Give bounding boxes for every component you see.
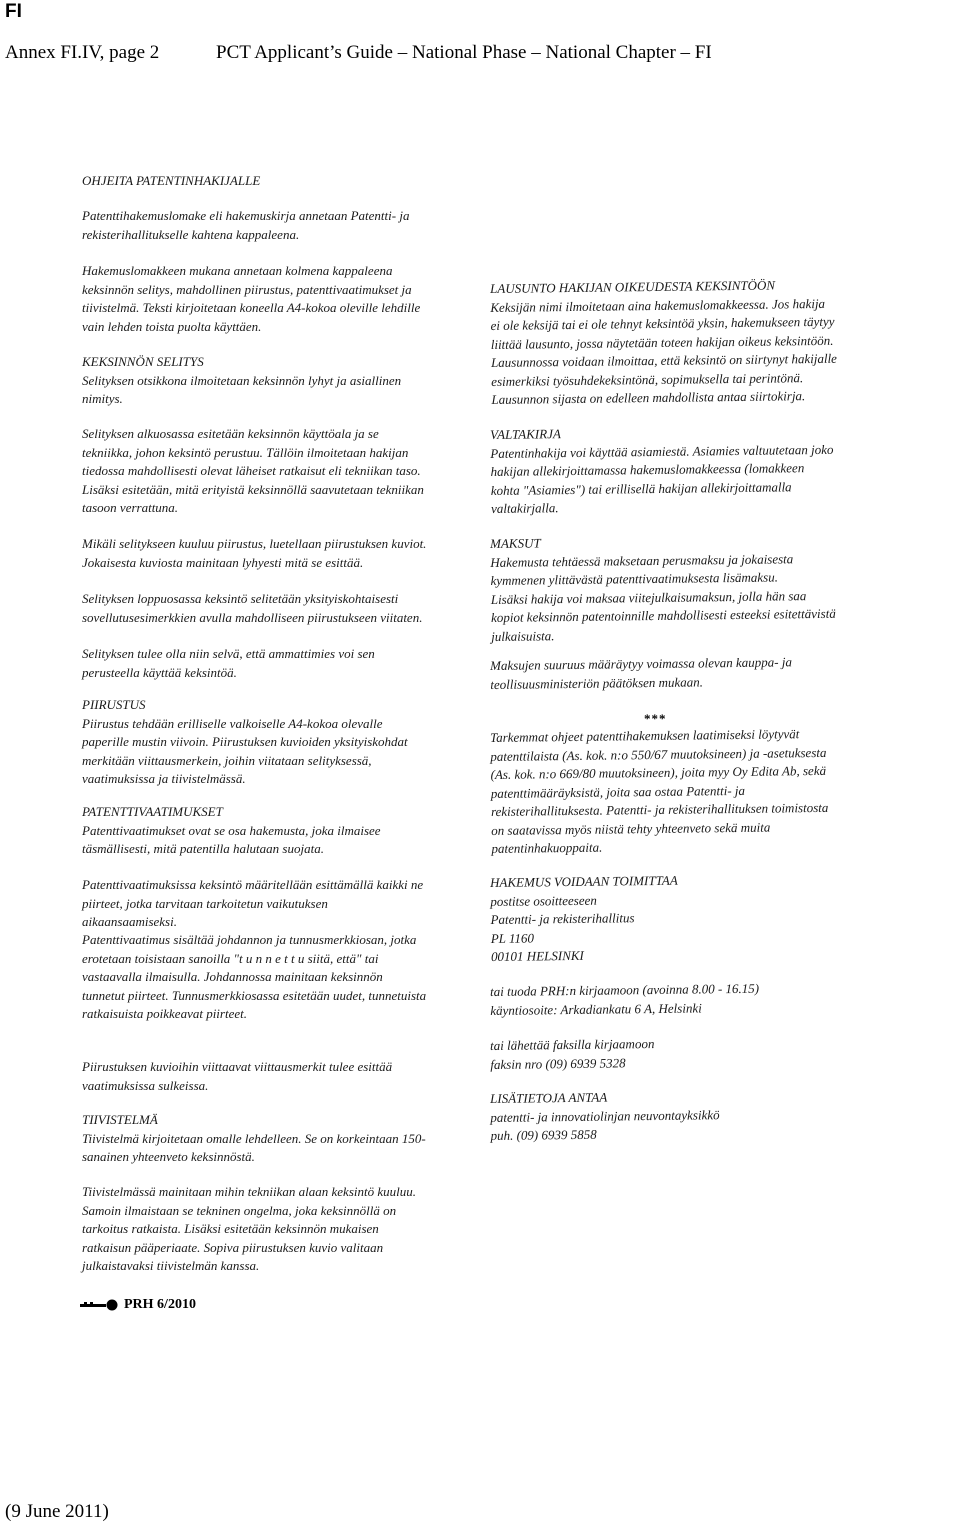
text-line: Tiivistelmä kirjoitetaan omalle lehdelleen. Se on korkeintaan 150-	[82, 1130, 426, 1146]
text-line: kopiot keksinnön patentoinnille mahdollisesti esteeksi esitettävistä	[490, 605, 836, 625]
text-line: TIIVISTELMÄ	[82, 1112, 158, 1127]
text-line: tai tuoda PRH:n kirjaamoon (avoinna 8.00 - 16.15)	[490, 980, 760, 999]
text-line: tiedossa mahdollisesti olevat läheiset ratkaisut eli tekniikan taso.	[82, 463, 421, 478]
text-line: valtakirjalla.	[490, 500, 559, 516]
form-code: PRH 6/2010	[124, 1297, 196, 1312]
separator-stars: ***	[644, 711, 667, 726]
text-line: sanainen yhteenveto keksinnöstä.	[82, 1149, 255, 1164]
text-line: Tarkemmat ohjeet patenttihakemuksen laatimiseksi löytyvät	[490, 726, 800, 745]
text-line: OHJEITA PATENTINHAKIJALLE	[82, 173, 261, 188]
text-line: erotetaan toisistaan sanoilla "t u n n e t t u siitä, että" tai	[82, 950, 379, 966]
paragraph	[82, 931, 426, 1024]
text-line: täsmällisesti, mitä patentilla halutaan suojata.	[82, 841, 324, 856]
text-line: Mikäli selitykseen kuuluu piirustus, luetellaan piirustuksen kuviot.	[82, 536, 427, 551]
paragraph	[490, 872, 679, 967]
text-line: LISÄTIETOJA ANTAA	[490, 1089, 608, 1106]
text-line: julkaistavaksi tiivistelmän kanssa.	[82, 1258, 260, 1273]
text-line: keksinnön selitys, mahdollinen piirustus, patenttivaatimukset ja	[82, 281, 412, 297]
text-line: faksin nro (09) 6939 5328	[490, 1054, 626, 1072]
paragraph	[82, 1111, 426, 1167]
text-line: perusteella käyttää keksintöä.	[82, 664, 237, 680]
text-line: PIIRUSTUS	[82, 697, 146, 712]
paragraph	[82, 425, 424, 518]
paragraph	[82, 645, 375, 682]
text-line: vastaavalla ilmaisulla. Johdannossa mainitaan keksinnön	[82, 969, 383, 984]
text-line: Lisäksi hakija voi maksaa viitejulkaisumaksun, jolla hän saa	[490, 587, 807, 607]
paragraph	[490, 1035, 655, 1074]
text-line: patentti- ja innovatiolinjan neuvontayksikkö	[490, 1106, 720, 1125]
text-line: postitse osoitteeseen	[490, 892, 597, 909]
text-line: Keksijän nimi ilmoitetaan aina hakemuslomakkeessa. Jos hakija	[490, 295, 826, 315]
text-line: Piirustus tehdään erilliselle valkoiselle A4-kokoa olevalle	[82, 715, 383, 731]
text-line: KEKSINNÖN SELITYS	[82, 354, 204, 369]
text-line: Patenttihakemuslomake eli hakemuskirja annetaan Patentti- ja	[82, 208, 410, 223]
text-line: tunnetut piirteet. Tunnusmerkkiosassa esitetään uudet, tunnetuista	[82, 987, 427, 1003]
text-line: liittää lausunto, jossa näytetään toteen hakijan oikeus keksintöön.	[490, 332, 834, 352]
text-line: Lausunnon sijasta on edelleen mahdollista antaa siirtokirja.	[491, 388, 806, 407]
text-line: piirteet, jotka tarvitaan tarkoitetun vaikutuksen	[82, 895, 328, 911]
country-code: FI	[5, 1, 22, 22]
text-line: Piirustuksen kuvioihin viittaavat viittausmerkit tulee esittää	[82, 1059, 393, 1074]
paragraph	[490, 725, 829, 859]
text-line: vaatimuksissa ja tiivistelmässä.	[82, 771, 246, 786]
text-line: vaatimuksissa sulkeissa.	[82, 1077, 209, 1093]
text-line: (As. kok. n:o 669/80 muutoksineen), joita myy Oy Edita Ab, sekä	[490, 762, 827, 782]
paragraph	[490, 422, 834, 519]
text-line: ratkaisuista poikkeavat piirteet.	[82, 1006, 247, 1021]
text-line: Selityksen otsikkona ilmoitetaan keksinnön lyhyt ja asiallinen	[82, 372, 402, 388]
paragraph	[490, 980, 759, 1020]
paragraph	[82, 172, 260, 191]
paragraph	[82, 1183, 416, 1276]
text-line: tarkoitus ratkaista. Lisäksi esitetään keksinnön mukaisen	[82, 1221, 379, 1236]
paragraph	[82, 590, 422, 627]
text-line: rekisterihallitukselle kahtena kappaleena.	[82, 226, 300, 242]
text-line: HAKEMUS VOIDAAN TOIMITTAA	[490, 872, 678, 890]
text-line: ratkaisun pääperiaate. Sopiva piirustuksen kuvio valitaan	[82, 1239, 384, 1255]
text-line: esimerkiksi työsuhdekeksintönä, sopimuksella tai perintönä.	[491, 369, 804, 389]
text-line: vain lehden toista puolta käyttäen.	[82, 318, 262, 334]
text-line: Samoin ilmaistaan se tekninen ongelma, joka keksinnöllä on	[82, 1202, 397, 1218]
text-line: Maksujen suuruus määräytyy voimassa olevan kauppa- ja	[490, 654, 793, 673]
text-line: Lausunnossa voidaan ilmoittaa, että keksintö on siirtynyt hakijalle	[490, 350, 837, 370]
text-line: Jokaisesta kuviosta mainitaan lyhyesti mitä se esittää.	[82, 554, 364, 570]
text-line: julkaisuista.	[491, 627, 555, 644]
guide-title: PCT Applicant’s Guide – National Phase – National Chapter – FI	[216, 42, 712, 63]
text-line: tasoon verrattuna.	[82, 500, 179, 515]
footer-date: (9 June 2011)	[5, 1501, 109, 1522]
text-line: käyntiosoite: Arkadiankatu 6 A, Helsinki	[490, 999, 702, 1018]
paragraph	[82, 535, 426, 572]
text-line: Patenttivaatimus sisältää johdannon ja tunnusmerkkiosan, jotka	[82, 932, 417, 947]
text-line: Patentti- ja rekisterihallitus	[490, 910, 635, 927]
text-line: merkitään viittausmerkein, joihin viitataan selityksessä,	[82, 752, 372, 768]
text-line: kymmenen ylittävästä patenttivaatimuksesta lisämaksu.	[490, 569, 779, 588]
paragraph	[490, 1087, 720, 1145]
text-line: Selityksen loppuosassa keksintö selitetään yksityiskohtaisesti	[82, 591, 399, 606]
text-line: rekisterihallituksesta. Patentti- ja rekisterihallituksen toimistosta	[490, 799, 829, 819]
text-line: aikaansaamiseksi.	[82, 914, 177, 929]
text-line: LAUSUNTO HAKIJAN OIKEUDESTA KEKSINTÖÖN	[490, 277, 776, 296]
paragraph	[82, 1058, 392, 1095]
text-line: PATENTTIVAATIMUKSET	[82, 804, 223, 819]
paragraph	[82, 207, 409, 244]
text-line: Selityksen tulee olla niin selvä, että ammattimies voi sen	[82, 646, 375, 661]
text-line: Hakemuslomakkeen mukana annetaan kolmena kappaleena	[82, 263, 393, 278]
text-line: Patenttivaatimukset ovat se osa hakemusta, joka ilmaisee	[82, 822, 381, 838]
text-line: VALTAKIRJA	[490, 426, 561, 442]
paragraph	[490, 531, 836, 646]
text-line: on saatavissa myös niistä tehty yhteenveto sekä muita	[491, 819, 771, 838]
paragraph	[82, 803, 381, 859]
text-line: patenttilaista (As. kok. n:o 550/67 muutoksineen) ja -asetuksesta	[490, 744, 827, 764]
text-line: Selityksen alkuosassa esitetään keksinnön käyttöala ja se	[82, 426, 379, 441]
text-line: Patenttivaatimuksissa keksintö määritellään esittämällä kaikki ne	[82, 877, 424, 892]
text-line: sovellutusesimerkkien avulla mahdolliseen piirustukseen viitaten.	[82, 609, 423, 625]
text-line: 00101 HELSINKI	[490, 947, 584, 964]
text-line: patenttimääräyksistä, joita saa ostaa Patentti- ja	[490, 782, 746, 801]
text-line: MAKSUT	[490, 535, 541, 551]
form-code-block	[80, 1296, 196, 1314]
text-line: tai lähettää faksilla kirjaamoon	[490, 1035, 655, 1053]
prh-key-logo-icon	[80, 1299, 120, 1311]
paragraph	[82, 262, 420, 336]
paragraph	[490, 276, 837, 410]
text-line: puh. (09) 6939 5858	[490, 1126, 597, 1143]
text-line: patentinhakuoppaita.	[491, 839, 603, 856]
annex-page-label: Annex FI.IV, page 2	[5, 42, 160, 63]
text-line: kohta "Asiamies") tai erillisellä hakijan allekirjoittamalla	[490, 478, 792, 498]
text-line: Lisäksi esitetään, mitä erityistä keksinnöllä saavutetaan tekniikan	[82, 481, 424, 497]
text-line: paperille mustin viivoin. Piirustuksen kuvioiden yksityiskohdat	[82, 734, 408, 749]
text-line: PL 1160	[490, 929, 535, 946]
text-line: teollisuusministeriön päätöksen mukaan.	[490, 673, 704, 692]
text-line: nimitys.	[82, 391, 123, 406]
paragraph	[82, 696, 408, 789]
text-line: tiivistelmä. Teksti kirjoitetaan koneella A4-kokoa oleville lehdille	[82, 300, 421, 315]
text-line: Hakemusta tehtäessä maksetaan perusmaksu ja jokaisesta	[490, 550, 794, 570]
text-line: Tiivistelmässä mainitaan mihin tekniikan alaan keksintö kuuluu.	[82, 1184, 416, 1199]
text-line: ei ole keksijä tai ei ole tehnyt keksintöä yksin, hakemukseen täytyy	[490, 313, 835, 333]
text-line: tekniikka, johon keksintö perustuu. Tällöin ilmoitetaan hakijan	[82, 444, 409, 460]
paragraph	[490, 653, 792, 694]
text-line: Patentinhakija voi käyttää asiamiestä. Asiamies valtuutetaan joko	[490, 441, 834, 461]
text-line: hakijan allekirjoittamassa hakemuslomakkeessa (lomakkeen	[490, 460, 805, 479]
paragraph	[82, 876, 423, 932]
paragraph	[82, 353, 401, 409]
